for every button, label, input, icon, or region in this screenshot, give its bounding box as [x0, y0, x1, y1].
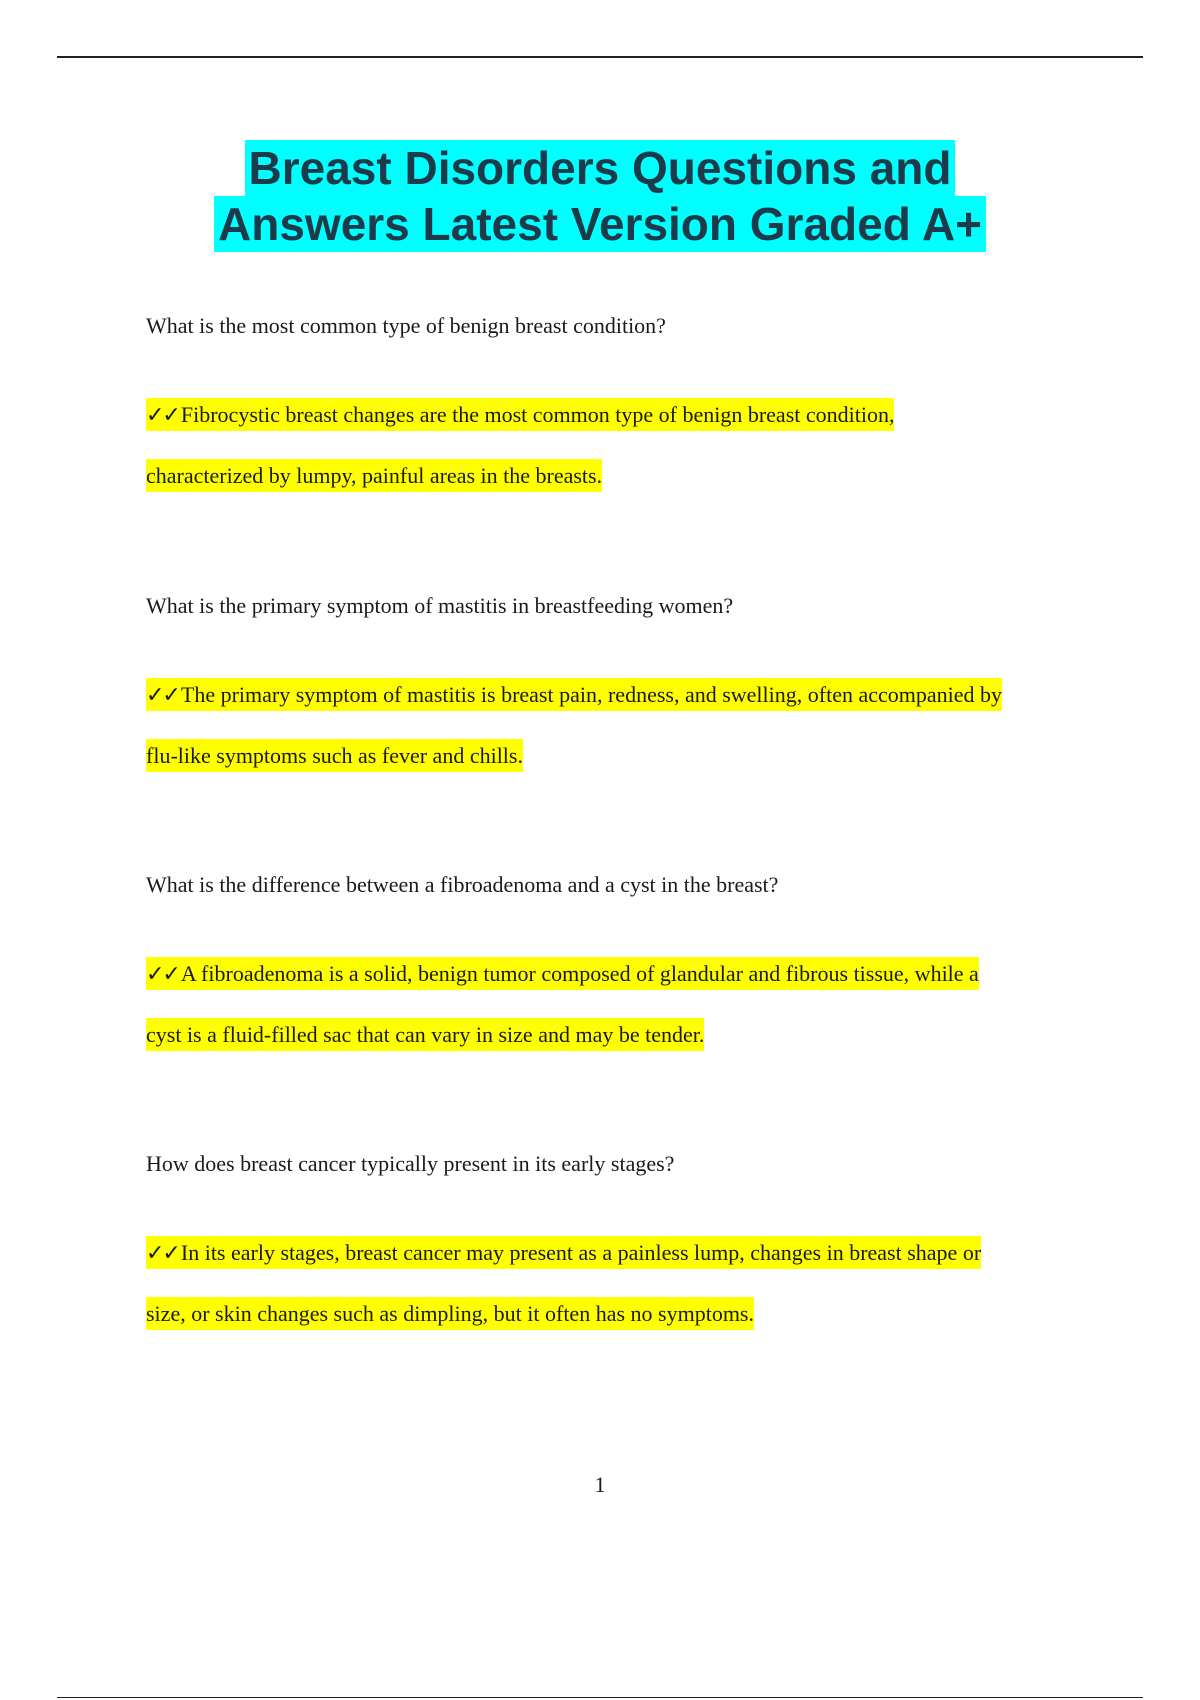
answer-line-1: A fibroadenoma is a solid, benign tumor composed of glandular and fibrous tissue, while a [180, 961, 979, 986]
answer-line-2: cyst is a fluid-filled sac that can vary in size and may be tender. [146, 1018, 704, 1051]
answer-line-1: In its early stages, breast cancer may present as a painless lump, changes in breast shape or [180, 1240, 982, 1265]
question-text: How does breast cancer typically present in its early stages? [146, 1151, 675, 1176]
double-check-icon: ✓✓ [146, 1241, 179, 1266]
document-title [0, 140, 1200, 252]
qa-item [146, 871, 1086, 1065]
answer-text [146, 1223, 1086, 1344]
title-line-1: Breast Disorders Questions and [245, 140, 956, 196]
footer-rule [57, 1697, 1143, 1698]
answer-text [146, 385, 1086, 506]
answer-line-2: size, or skin changes such as dimpling, but it often has no symptoms. [146, 1297, 754, 1330]
answer-line-2: flu-like symptoms such as fever and chills. [146, 739, 523, 772]
answer-line-1: The primary symptom of mastitis is breast pain, redness, and swelling, often accompanied by [180, 682, 1003, 707]
answer-line-1: Fibrocystic breast changes are the most common type of benign breast condition, [180, 402, 895, 427]
qa-item [146, 1150, 1086, 1344]
answer-text [146, 944, 1086, 1065]
answer-text [146, 665, 1086, 786]
double-check-icon: ✓✓ [146, 683, 179, 708]
question-text: What is the most common type of benign breast condition? [146, 313, 666, 338]
title-line-2: Answers Latest Version Graded A+ [214, 196, 986, 252]
qa-item [146, 592, 1086, 786]
question-text: What is the difference between a fibroadenoma and a cyst in the breast? [146, 872, 779, 897]
qa-item [146, 312, 1086, 506]
double-check-icon: ✓✓ [146, 403, 179, 428]
question-text: What is the primary symptom of mastitis in breastfeeding women? [146, 593, 734, 618]
double-check-icon: ✓✓ [146, 962, 179, 987]
page-number: 1 [594, 1472, 606, 1497]
answer-line-2: characterized by lumpy, painful areas in the breasts. [146, 459, 602, 492]
header-rule [57, 56, 1143, 58]
